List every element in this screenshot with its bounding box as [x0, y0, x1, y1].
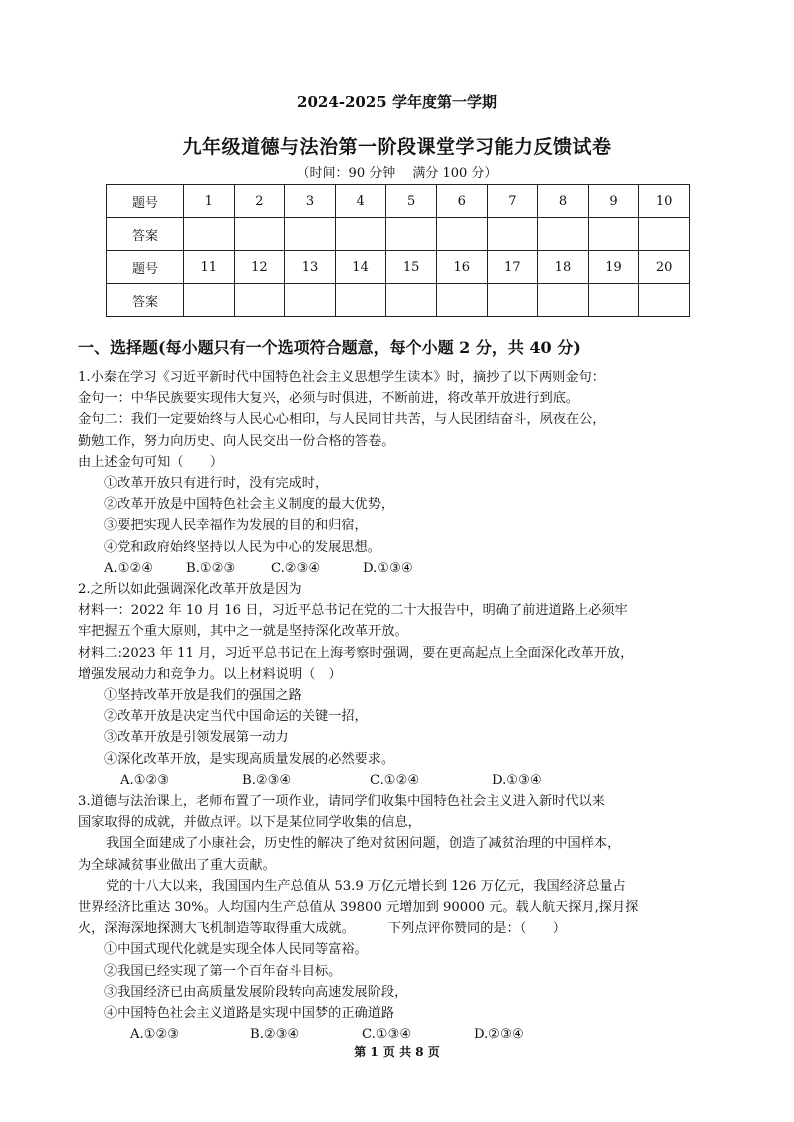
question-number: 6: [436, 185, 487, 218]
q3-item: ④中国特色社会主义道路是实现中国梦的正确道路: [104, 1006, 395, 1022]
q2-item: ③改革开放是引领发展第一动力: [104, 730, 289, 746]
answer-cell[interactable]: [588, 218, 639, 251]
row-label: 题号: [107, 185, 184, 218]
answer-cell[interactable]: [639, 284, 690, 317]
question-number: 17: [487, 251, 538, 284]
section-heading: 一、选择题(每小题只有一个选项符合题意，每个小题 2 分，共 40 分): [78, 338, 581, 357]
answer-cell[interactable]: [487, 218, 538, 251]
option-d[interactable]: D.①③④: [363, 560, 413, 576]
answer-cell[interactable]: [436, 284, 487, 317]
question-number: 5: [386, 185, 437, 218]
q2-item: ④深化改革开放，是实现高质量发展的必然要求。: [104, 751, 395, 767]
q1-item: ①改革开放只有进行时，没有完成时，: [104, 476, 329, 492]
answer-cell[interactable]: [538, 284, 589, 317]
question-number: 3: [285, 185, 336, 218]
question-number-row-1: [107, 185, 690, 218]
question-body: [78, 367, 718, 1046]
q1-ask: 由上述金句可知（ ）: [78, 454, 224, 470]
q1-item: ④党和政府始终坚持以人民为中心的发展思想。: [104, 539, 381, 555]
row-label: 答案: [107, 284, 184, 317]
q2-options: [78, 770, 718, 791]
q2-stem: 2.之所以如此强调深化改革开放是因为: [78, 582, 302, 598]
question-number: 4: [335, 185, 386, 218]
row-label: 答案: [107, 218, 184, 251]
option-a[interactable]: A.①②④: [104, 560, 154, 576]
question-number: 14: [335, 251, 386, 284]
option-d[interactable]: D.②③④: [474, 1027, 524, 1043]
page-footer: 第 1 页 共 8 页: [354, 1045, 440, 1059]
answer-cell[interactable]: [285, 218, 336, 251]
question-number: 8: [538, 185, 589, 218]
question-number: 11: [184, 251, 235, 284]
answer-cell[interactable]: [335, 218, 386, 251]
answer-cell[interactable]: [588, 284, 639, 317]
answer-cell[interactable]: [639, 218, 690, 251]
question-number: 7: [487, 185, 538, 218]
q2-material-1: 材料一：2022 年 10 月 16 日，习近平总书记在党的二十大报告中，明确了前进道路上必须牢: [78, 603, 628, 619]
option-b[interactable]: B.①②③: [186, 560, 236, 576]
answer-cell[interactable]: [538, 218, 589, 251]
q3-item: ②我国已经实现了第一个百年奋斗目标。: [104, 963, 342, 979]
q3-paragraph-1: 我国全面建成了小康社会，历史性的解决了绝对贫困问题，创造了减贫治理的中国样本，: [106, 836, 621, 852]
question-number: 12: [234, 251, 285, 284]
question-number: 19: [588, 251, 639, 284]
q1-stem: 1.小秦在学习《习近平新时代中国特色社会主义思想学生读本》时，摘抄了以下两则金句：: [78, 370, 605, 385]
option-b[interactable]: B.②③④: [250, 1027, 300, 1043]
option-c[interactable]: C.①②④: [370, 772, 420, 788]
option-a[interactable]: A.①②③: [130, 1027, 180, 1043]
exam-title: 九年级道德与法治第一阶段课堂学习能力反馈试卷: [182, 136, 612, 158]
option-c[interactable]: C.②③④: [271, 560, 321, 576]
option-c[interactable]: C.①③④: [362, 1027, 412, 1043]
q2-item: ①坚持改革开放是我们的强国之路: [104, 688, 302, 704]
q1-item: ②改革开放是中国特色社会主义制度的最大优势，: [104, 497, 395, 513]
question-number: 15: [386, 251, 437, 284]
q2-material-2-cont: 增强发展动力和竞争力。以上材料说明（ ）: [78, 666, 342, 682]
answer-cell[interactable]: [234, 284, 285, 317]
q1-options: [78, 558, 718, 579]
q3-stem: 3.道德与法治课上，老师布置了一项作业，请同学们收集中国特色社会主义进入新时代以来: [78, 794, 605, 810]
answer-cell[interactable]: [436, 218, 487, 251]
q1-item: ③要把实现人民幸福作为发展的目的和归宿，: [104, 518, 368, 534]
q2-material-1-cont: 牢把握五个重大原则，其中之一就是坚持深化改革开放。: [78, 624, 408, 640]
answer-row-2: [107, 284, 690, 317]
question-number: 10: [639, 185, 690, 218]
q1-quote-2: 金句二：我们一定要始终与人民心心相印，与人民同甘共苦，与人民团结奋斗，夙夜在公，: [78, 412, 606, 428]
question-number-row-2: [107, 251, 690, 284]
answer-cell[interactable]: [386, 284, 437, 317]
exam-time-info: （时间：90 分钟 满分 100 分）: [296, 166, 498, 181]
answer-cell[interactable]: [386, 218, 437, 251]
answer-cell[interactable]: [487, 284, 538, 317]
q3-paragraph-2-cont: 世界经济比重达 30%。人均国内生产总值从 39800 元增加到 90000 元。载人航天探月,探月探: [78, 900, 639, 916]
q1-quote-1: 金句一：中华民族要实现伟大复兴，必须与时俱进，不断前进，将改革开放进行到底。: [78, 391, 580, 407]
question-number: 13: [285, 251, 336, 284]
q3-stem-cont: 国家取得的成就，并做点评。以下是某位同学收集的信息，: [78, 815, 421, 831]
q2-item: ②改革开放是决定当代中国命运的关键一招，: [104, 709, 368, 725]
answer-cell[interactable]: [184, 218, 235, 251]
answer-cell[interactable]: [184, 284, 235, 317]
answer-row-1: [107, 218, 690, 251]
question-number: 9: [588, 185, 639, 218]
option-a[interactable]: A.①②③: [120, 772, 170, 788]
q3-paragraph-2: 党的十八大以来，我国国内生产总值从 53.9 万亿元增长到 126 万亿元，我国经济总量占: [106, 878, 626, 894]
answer-cell[interactable]: [234, 218, 285, 251]
q3-paragraph-1-cont: 为全球减贫事业做出了重大贡献。: [78, 857, 276, 873]
q3-paragraph-2-end: 火，深海深地探测大飞机制造等取得重大成就。 下列点评你赞同的是：（ ）: [78, 921, 566, 937]
question-number: 16: [436, 251, 487, 284]
question-number: 1: [184, 185, 235, 218]
row-label: 题号: [107, 251, 184, 284]
answer-cell[interactable]: [335, 284, 386, 317]
option-d[interactable]: D.①③④: [492, 772, 542, 788]
option-b[interactable]: B.②③④: [242, 772, 292, 788]
answer-cell[interactable]: [285, 284, 336, 317]
q1-quote-2-cont: 勤勉工作，努力向历史、向人民交出一份合格的答卷。: [78, 433, 395, 449]
q3-item: ③我国经济已由高质量发展阶段转向高速发展阶段，: [104, 984, 408, 1000]
answer-table: [106, 184, 690, 317]
q2-material-2: 材料二:2023 年 11 月，习近平总书记在上海考察时强调，要在更高起点上全面深化改革开放，: [78, 645, 634, 661]
q3-item: ①中国式现代化就是实现全体人民同等富裕。: [104, 942, 368, 958]
question-number: 2: [234, 185, 285, 218]
school-year: 2024-2025 学年度第一学期: [297, 93, 497, 111]
question-number: 20: [639, 251, 690, 284]
question-number: 18: [538, 251, 589, 284]
